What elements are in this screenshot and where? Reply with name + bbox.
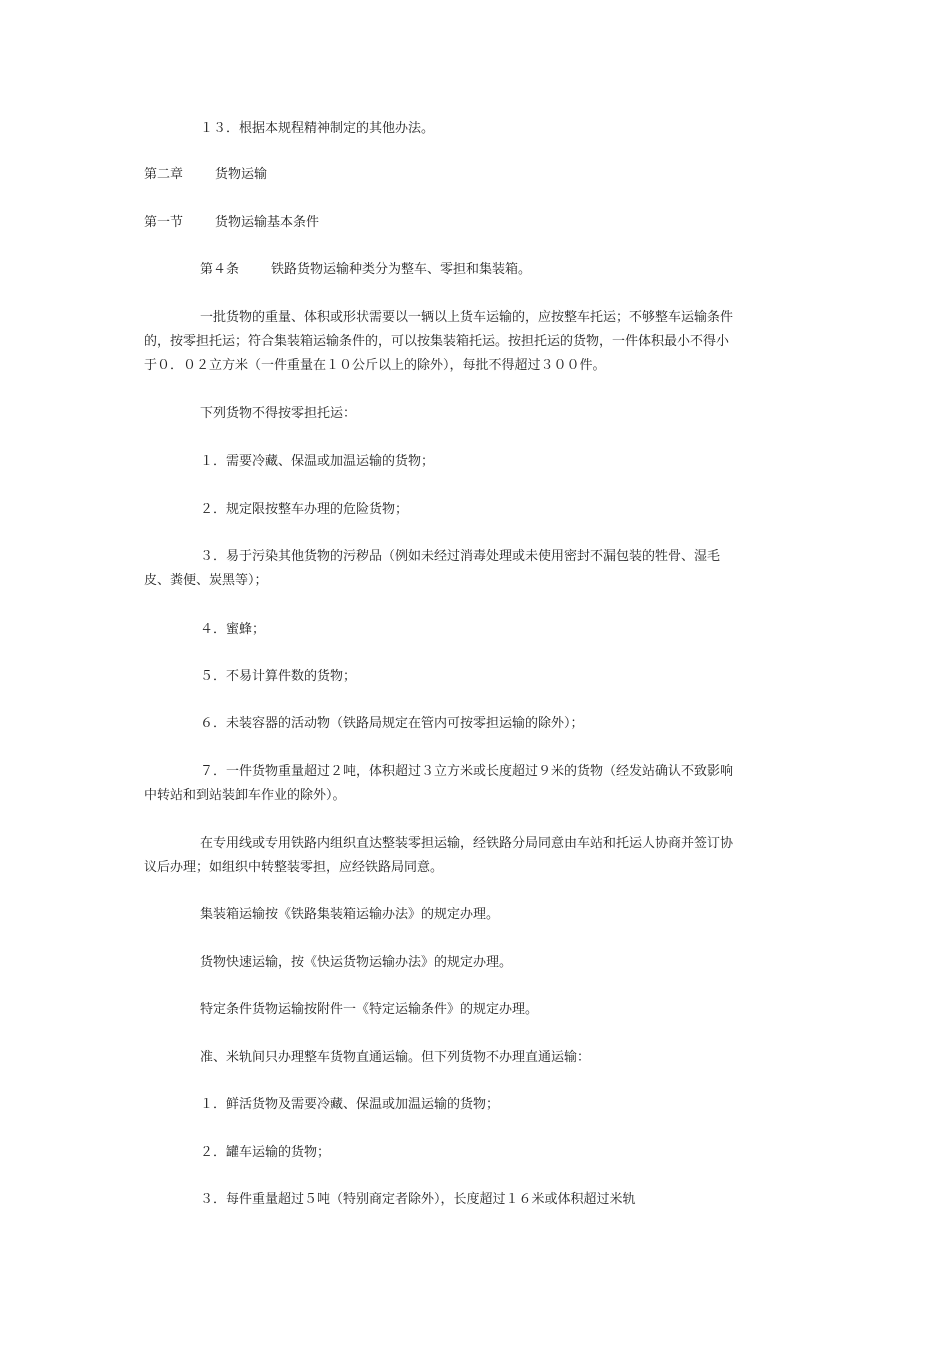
list-item: ３．易于污染其他货物的污秽品（例如未经过消毒处理或未使用密封不漏包装的牲骨、湿毛皮、粪便、炭黑等）； [144, 549, 721, 588]
list-item: ４．蜜蜂； [200, 622, 266, 637]
paragraph-dedicated-line: 在专用线或专用铁路内组织直达整装零担运输，经铁路分局同意由车站和托运人协商并签订协议后办理；如组织中转整装零担，应经铁路局同意。 [144, 836, 734, 875]
chapter-title: 货物运输 [215, 167, 268, 182]
list-item: ６．未装容器的活动物（铁路局规定在管内可按零担运输的除外）； [200, 716, 584, 731]
list-item: ５．不易计算件数的货物； [200, 669, 357, 684]
chapter-heading [144, 163, 734, 187]
article-title: 铁路货物运输种类分为整车、零担和集装箱。 [271, 262, 532, 277]
paragraph-lcl-exclusions-intro: 下列货物不得按零担托运： [200, 406, 357, 421]
paragraph-container-transport: 集装箱运输按《铁路集装箱运输办法》的规定办理。 [200, 907, 500, 922]
section-title: 货物运输基本条件 [215, 215, 320, 230]
list-item: ７．一件货物重量超过２吨，体积超过３立方米或长度超过９米的货物（经发站确认不致影响中转站和到站装卸车作业的除外）。 [144, 764, 734, 803]
list-item: １．需要冷藏、保温或加温运输的货物； [200, 454, 435, 469]
paragraph-gauge-through-transport: 准、米轨间只办理整车货物直通运输。但下列货物不办理直通运输： [200, 1050, 591, 1065]
article-heading [200, 258, 734, 282]
list-item: ３．每件重量超过５吨（特别商定者除外），长度超过１６米或体积超过米轨 [200, 1192, 636, 1207]
chapter-label: 第二章 [144, 167, 184, 182]
list-item: １．鲜活货物及需要冷藏、保温或加温运输的货物； [200, 1097, 500, 1112]
paragraph-consignment-rules: 一批货物的重量、体积或形状需要以一辆以上货车运输的，应按整车托运；不够整车运输条件的，按零担托运；符合集装箱运输条件的，可以按集装箱托运。按担托运的货物，一件体积最小不得小于０．０２立方米（一件重量在１０公斤以上的除外），每批不得超过３００件。 [144, 310, 734, 373]
list-item: ２．罐车运输的货物； [200, 1145, 331, 1160]
list-item: ２．规定限按整车办理的危险货物； [200, 502, 409, 517]
section-heading [144, 211, 734, 235]
paragraph-item-13: １３．根据本规程精神制定的其他办法。 [200, 121, 435, 136]
paragraph-special-conditions: 特定条件货物运输按附件一《特定运输条件》的规定办理。 [200, 1002, 539, 1017]
paragraph-express-transport: 货物快速运输，按《快运货物运输办法》的规定办理。 [200, 955, 513, 970]
article-label: 第４条 [200, 262, 240, 277]
section-label: 第一节 [144, 215, 184, 230]
